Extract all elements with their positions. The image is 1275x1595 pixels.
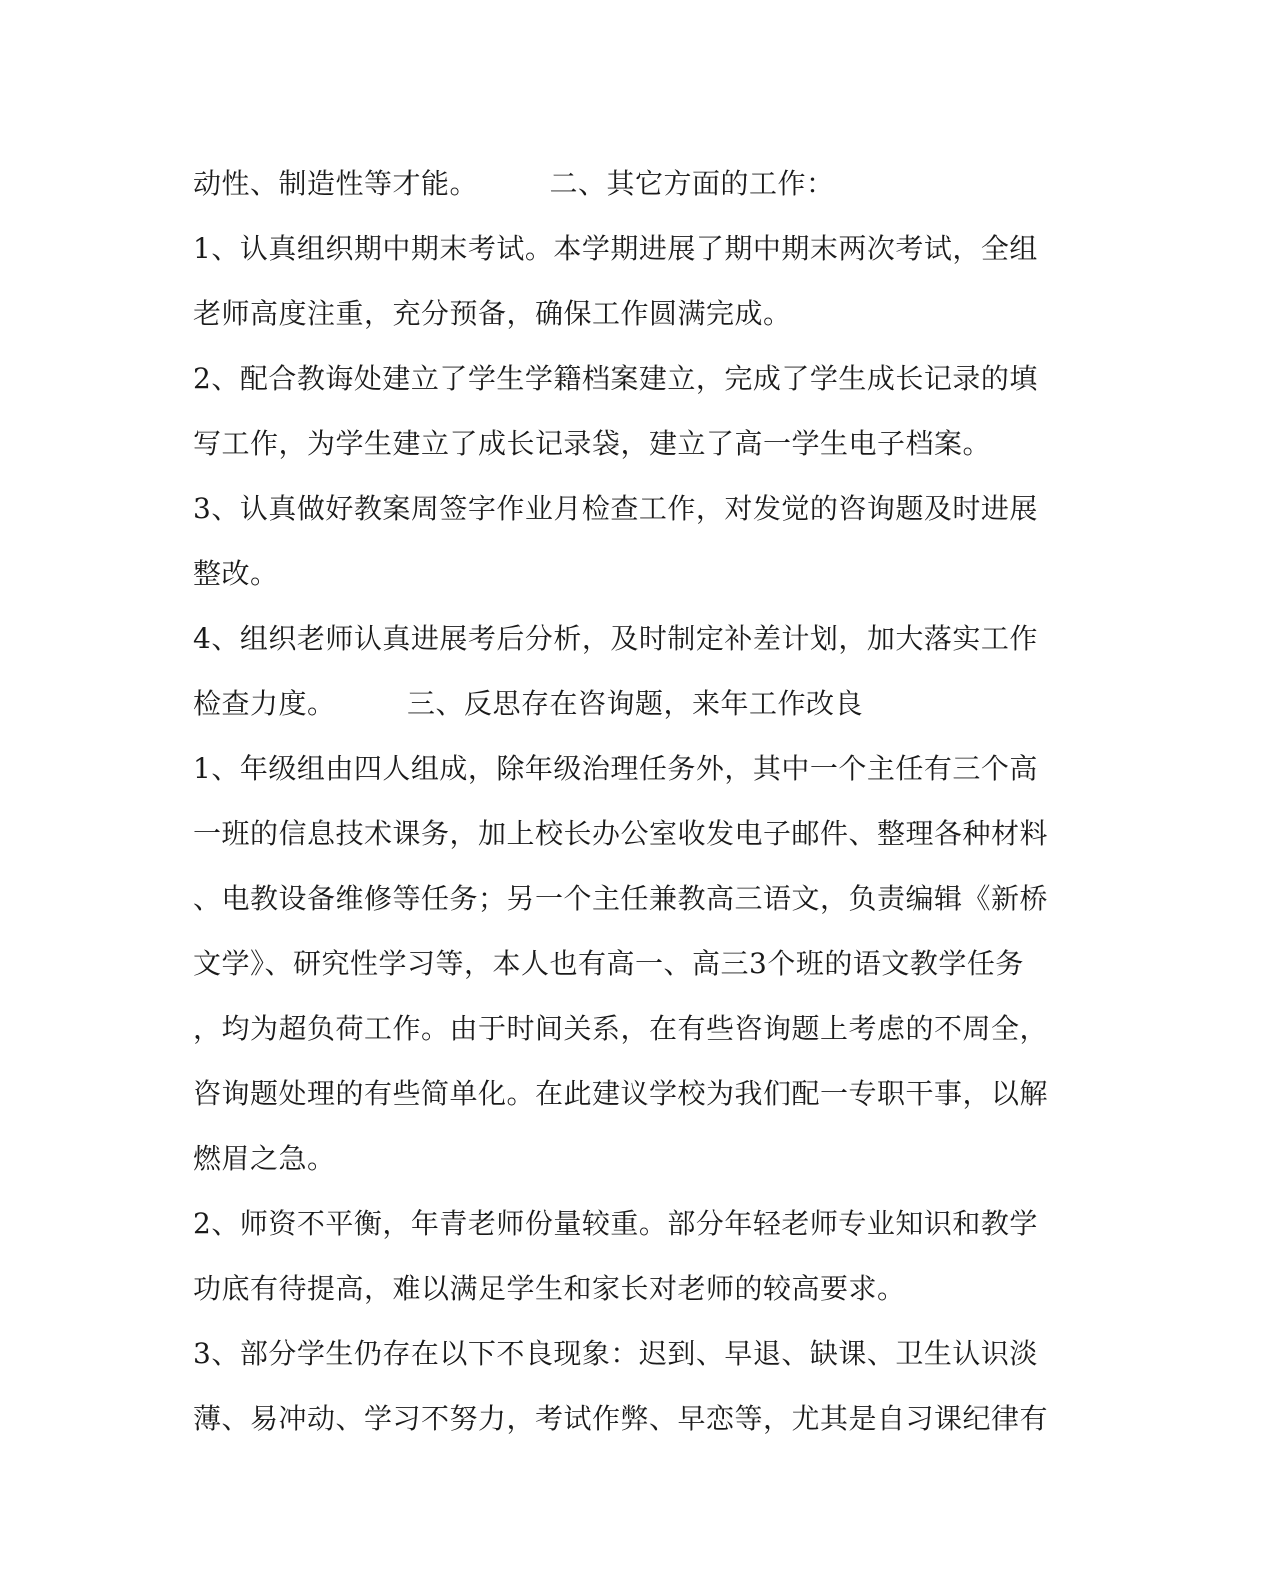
text-line: 3、认真做好教案周签字作业月检查工作，对发觉的咨询题及时进展 — [193, 492, 1038, 525]
text-line: 、电教设备维修等任务；另一个主任兼教高三语文，负责编辑《新桥 — [193, 882, 1049, 915]
text-line: 动性、制造性等才能。 二、其它方面的工作： — [193, 167, 835, 200]
text-line: 老师高度注重，充分预备，确保工作圆满完成。 — [193, 297, 792, 330]
text-line: 咨询题处理的有些简单化。在此建议学校为我们配一专职干事，以解 — [193, 1077, 1049, 1110]
text-line: 文学》、研究性学习等，本人也有高一、高三3个班的语文教学任务 — [193, 947, 1024, 980]
text-line: 2、师资不平衡，年青老师份量较重。部分年轻老师专业知识和教学 — [193, 1207, 1038, 1240]
text-line: 2、配合教诲处建立了学生学籍档案建立，完成了学生成长记录的填 — [193, 362, 1038, 395]
text-line: ，均为超负荷工作。由于时间关系，在有些咨询题上考虑的不周全， — [193, 1012, 1049, 1045]
text-line: 整改。 — [193, 557, 279, 590]
text-line: 一班的信息技术课务，加上校长办公室收发电子邮件、整理各种材料 — [193, 817, 1049, 850]
text-line: 1、年级组由四人组成，除年级治理任务外，其中一个主任有三个高 — [193, 752, 1038, 785]
text-line: 3、部分学生仍存在以下不良现象：迟到、早退、缺课、卫生认识淡 — [193, 1337, 1038, 1370]
text-line: 薄、易冲动、学习不努力，考试作弊、早恋等，尤其是自习课纪律有 — [193, 1402, 1049, 1435]
text-line: 检查力度。 三、反思存在咨询题，来年工作改良 — [193, 687, 864, 720]
document-body — [193, 160, 1073, 1460]
text-line: 4、组织老师认真进展考后分析，及时制定补差计划，加大落实工作 — [193, 622, 1038, 655]
text-line: 1、认真组织期中期末考试。本学期进展了期中期末两次考试，全组 — [193, 232, 1038, 265]
text-line: 写工作，为学生建立了成长记录袋，建立了高一学生电子档案。 — [193, 427, 992, 460]
text-line: 燃眉之急。 — [193, 1142, 336, 1175]
text-line: 功底有待提高，难以满足学生和家长对老师的较高要求。 — [193, 1272, 906, 1305]
